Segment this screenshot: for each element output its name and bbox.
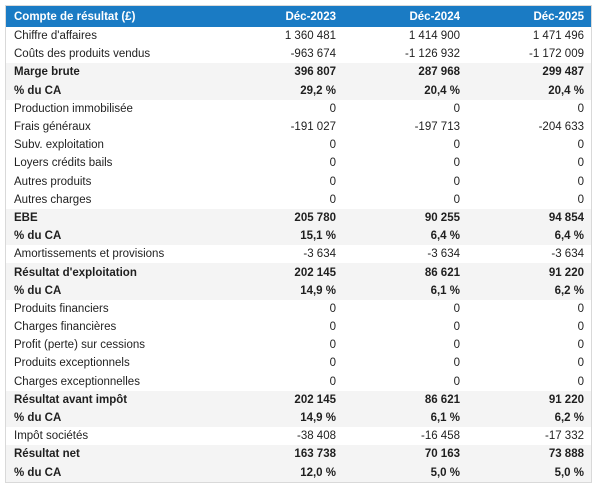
table-header-row <box>6 6 591 27</box>
table-row <box>6 173 591 191</box>
cell-value: 0 <box>453 339 460 352</box>
row-label: Produits exceptionnels <box>14 357 130 370</box>
table-row <box>6 354 591 372</box>
cell-value: 14,9 % <box>300 284 336 297</box>
summary-row <box>6 391 591 409</box>
table-body <box>6 27 591 482</box>
table-row <box>6 154 591 172</box>
header-col-dec-2024: Déc-2024 <box>409 10 460 23</box>
header-title: Compte de résultat (£) <box>14 10 136 23</box>
table-row <box>6 300 591 318</box>
cell-value: 0 <box>453 157 460 170</box>
row-label: Impôt sociétés <box>14 430 89 443</box>
cell-value: 0 <box>329 375 336 388</box>
cell-value: 86 621 <box>424 393 460 406</box>
income-statement-table <box>5 5 592 483</box>
cell-value: 0 <box>577 375 584 388</box>
table-row <box>6 100 591 118</box>
cell-value: 205 780 <box>294 211 336 224</box>
cell-value: 6,4 % <box>430 230 460 243</box>
cell-value: 6,1 % <box>430 284 460 297</box>
cell-value: 0 <box>577 102 584 115</box>
cell-value: 163 738 <box>294 448 336 461</box>
cell-value: 0 <box>329 339 336 352</box>
row-label: Production immobilisée <box>14 102 133 115</box>
table-row <box>6 27 591 45</box>
cell-value: 29,2 % <box>300 84 336 97</box>
cell-value: 0 <box>577 139 584 152</box>
cell-value: 94 854 <box>548 211 584 224</box>
cell-value: 5,0 % <box>430 466 460 479</box>
cell-value: 15,1 % <box>300 230 336 243</box>
cell-value: 91 220 <box>548 393 584 406</box>
table-row <box>6 336 591 354</box>
row-label: Charges financières <box>14 321 117 334</box>
cell-value: 6,4 % <box>554 230 584 243</box>
cell-value: 0 <box>453 357 460 370</box>
summary-row <box>6 282 591 300</box>
cell-value: -1 172 009 <box>529 48 584 61</box>
cell-value: 0 <box>453 193 460 206</box>
cell-value: 299 487 <box>542 66 584 79</box>
cell-value: 0 <box>577 157 584 170</box>
cell-value: 0 <box>329 175 336 188</box>
cell-value: 73 888 <box>548 448 584 461</box>
row-label: % du CA <box>14 230 62 243</box>
cell-value: 5,0 % <box>554 466 584 479</box>
row-label: Charges exceptionnelles <box>14 375 140 388</box>
cell-value: -191 027 <box>290 121 336 134</box>
summary-row <box>6 445 591 463</box>
summary-row <box>6 63 591 81</box>
cell-value: 0 <box>453 302 460 315</box>
row-label: % du CA <box>14 466 62 479</box>
table-row <box>6 245 591 263</box>
row-label: % du CA <box>14 412 62 425</box>
row-label: Produits financiers <box>14 302 109 315</box>
table-row <box>6 373 591 391</box>
summary-row <box>6 263 591 281</box>
row-label: Amortissements et provisions <box>14 248 165 261</box>
cell-value: 20,4 % <box>548 84 584 97</box>
cell-value: 86 621 <box>424 266 460 279</box>
cell-value: 6,2 % <box>554 412 584 425</box>
row-label: Loyers crédits bails <box>14 157 113 170</box>
cell-value: 91 220 <box>548 266 584 279</box>
row-label: Frais généraux <box>14 121 91 134</box>
cell-value: 70 163 <box>424 448 460 461</box>
row-label: Autres charges <box>14 193 92 206</box>
cell-value: -204 633 <box>538 121 584 134</box>
cell-value: 1 471 496 <box>532 30 584 43</box>
cell-value: -3 634 <box>551 248 584 261</box>
cell-value: -16 458 <box>420 430 460 443</box>
cell-value: 1 414 900 <box>408 30 460 43</box>
row-label: Marge brute <box>14 66 80 79</box>
row-label: Résultat d'exploitation <box>14 266 137 279</box>
cell-value: 0 <box>453 102 460 115</box>
cell-value: 396 807 <box>294 66 336 79</box>
row-label: Autres produits <box>14 175 92 188</box>
cell-value: -963 674 <box>290 48 336 61</box>
row-label: % du CA <box>14 284 62 297</box>
cell-value: 0 <box>329 193 336 206</box>
summary-row <box>6 82 591 100</box>
row-label: EBE <box>14 211 38 224</box>
row-label: Profit (perte) sur cessions <box>14 339 146 352</box>
summary-row <box>6 209 591 227</box>
table-row <box>6 118 591 136</box>
table-row <box>6 191 591 209</box>
cell-value: 0 <box>329 157 336 170</box>
row-label: % du CA <box>14 84 62 97</box>
cell-value: 0 <box>329 302 336 315</box>
cell-value: 6,2 % <box>554 284 584 297</box>
cell-value: -17 332 <box>544 430 584 443</box>
cell-value: 0 <box>329 139 336 152</box>
row-label: Résultat avant impôt <box>14 393 128 406</box>
cell-value: 0 <box>577 302 584 315</box>
summary-row <box>6 464 591 482</box>
cell-value: 0 <box>453 139 460 152</box>
cell-value: 20,4 % <box>424 84 460 97</box>
summary-row <box>6 409 591 427</box>
summary-row <box>6 227 591 245</box>
table-row <box>6 427 591 445</box>
cell-value: 90 255 <box>424 211 460 224</box>
cell-value: 12,0 % <box>300 466 336 479</box>
header-col-dec-2023: Déc-2023 <box>285 10 336 23</box>
cell-value: 0 <box>577 175 584 188</box>
cell-value: 0 <box>453 175 460 188</box>
row-label: Chiffre d'affaires <box>14 30 97 43</box>
cell-value: 0 <box>329 102 336 115</box>
cell-value: -38 408 <box>296 430 336 443</box>
cell-value: 0 <box>577 321 584 334</box>
header-col-dec-2025: Déc-2025 <box>533 10 584 23</box>
cell-value: 6,1 % <box>430 412 460 425</box>
row-label: Subv. exploitation <box>14 139 104 152</box>
cell-value: 0 <box>453 375 460 388</box>
cell-value: -197 713 <box>414 121 460 134</box>
cell-value: 202 145 <box>294 393 336 406</box>
cell-value: 0 <box>329 357 336 370</box>
table-row <box>6 318 591 336</box>
cell-value: 0 <box>577 193 584 206</box>
cell-value: 287 968 <box>418 66 460 79</box>
cell-value: 0 <box>453 321 460 334</box>
cell-value: -1 126 932 <box>405 48 460 61</box>
table-row <box>6 45 591 63</box>
cell-value: 1 360 481 <box>284 30 336 43</box>
cell-value: 14,9 % <box>300 412 336 425</box>
cell-value: -3 634 <box>303 248 336 261</box>
cell-value: 0 <box>577 339 584 352</box>
cell-value: 202 145 <box>294 266 336 279</box>
cell-value: 0 <box>329 321 336 334</box>
cell-value: 0 <box>577 357 584 370</box>
row-label: Résultat net <box>14 448 80 461</box>
table-row <box>6 136 591 154</box>
row-label: Coûts des produits vendus <box>14 48 151 61</box>
cell-value: -3 634 <box>427 248 460 261</box>
